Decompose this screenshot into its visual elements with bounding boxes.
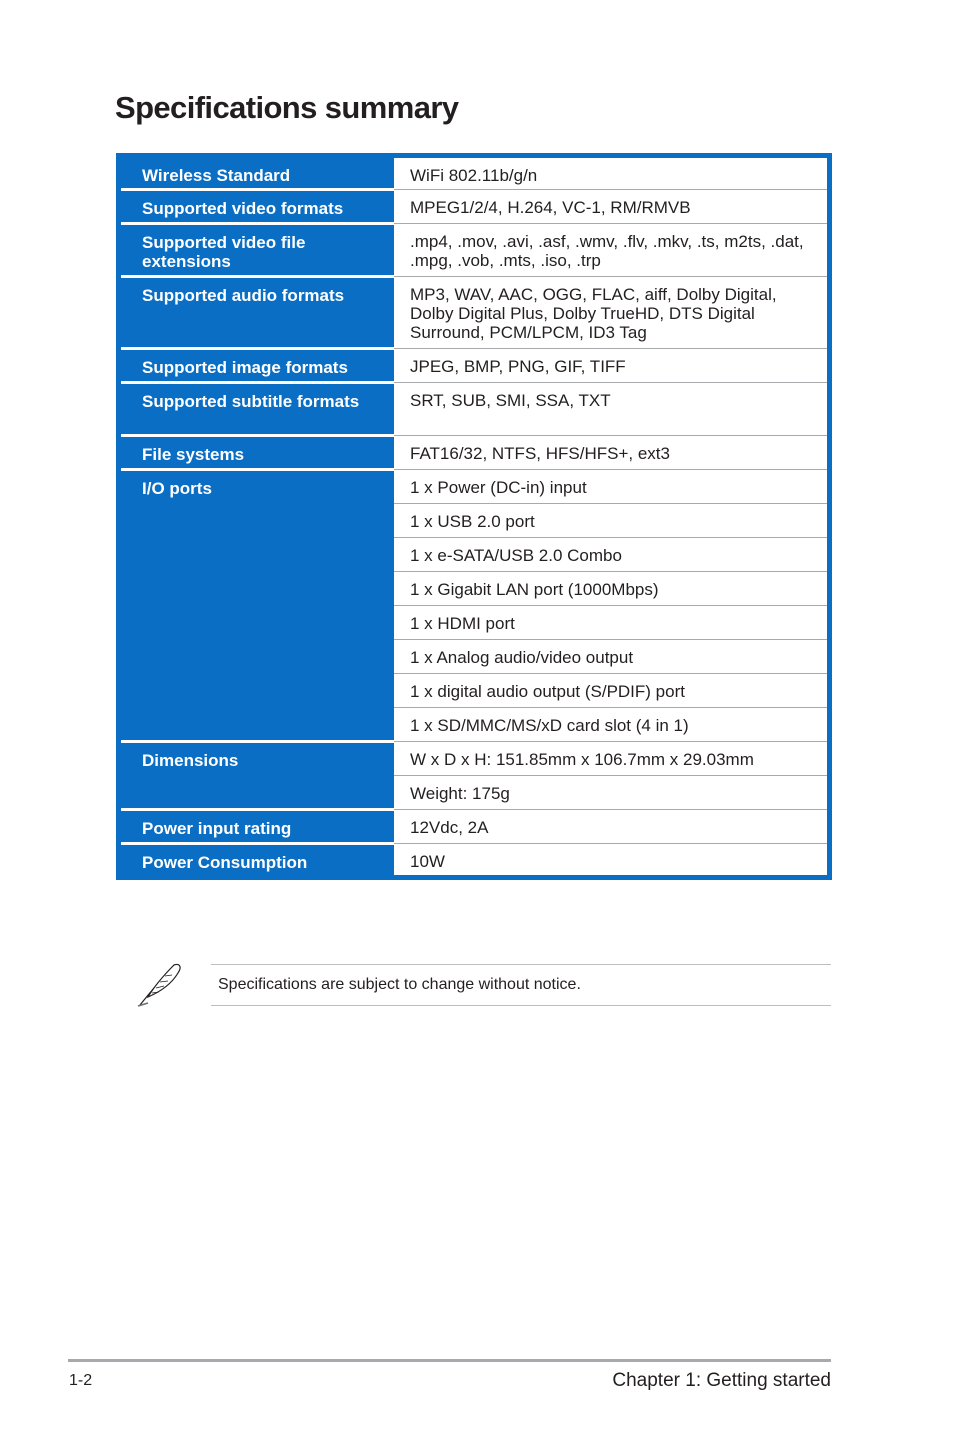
spec-row [119,436,830,470]
spec-row [119,277,830,349]
spec-row [119,224,830,277]
note-box [211,964,831,1006]
spec-value: .mp4, .mov, .avi, .asf, .wmv, .flv, .mkv, .ts, m2ts, .dat, .mpg, .vob, .mts, .iso, .trp [394,224,830,277]
feather-note-icon [134,957,186,1009]
spec-label: Dimensions [119,742,395,810]
spec-row [119,810,830,844]
spec-label: Supported audio formats [119,277,395,349]
spec-value: 10W [394,844,830,878]
spec-value: 1 x SD/MMC/MS/xD card slot (4 in 1) [394,708,830,742]
spec-row [119,742,830,776]
footer-divider [68,1359,831,1362]
spec-label: File systems [119,436,395,470]
spec-row [119,470,830,504]
spec-value: SRT, SUB, SMI, SSA, TXT [394,383,830,436]
spec-value: MP3, WAV, AAC, OGG, FLAC, aiff, Dolby Digital, Dolby Digital Plus, Dolby TrueHD, DTS Digital Surround, PCM/LPCM, ID3 Tag [394,277,830,349]
spec-label: Power Consumption [119,844,395,878]
spec-row [119,383,830,436]
spec-value: WiFi 802.11b/g/n [394,156,830,190]
spec-label: Wireless Standard [119,156,395,190]
spec-row [119,156,830,190]
spec-row [119,190,830,224]
spec-label: Supported subtitle formats [119,383,395,436]
spec-value: JPEG, BMP, PNG, GIF, TIFF [394,349,830,383]
spec-value: Weight: 175g [394,776,830,810]
spec-value: W x D x H: 151.85mm x 106.7mm x 29.03mm [394,742,830,776]
spec-value: 1 x Gigabit LAN port (1000Mbps) [394,572,830,606]
spec-label: Power input rating [119,810,395,844]
specifications-table [116,153,832,880]
spec-value: MPEG1/2/4, H.264, VC-1, RM/RMVB [394,190,830,224]
spec-value: 1 x HDMI port [394,606,830,640]
note-text: Specifications are subject to change without notice. [218,976,581,993]
spec-row [119,349,830,383]
spec-value: 1 x digital audio output (S/PDIF) port [394,674,830,708]
spec-value: 1 x e-SATA/USB 2.0 Combo [394,538,830,572]
spec-label: Supported video formats [119,190,395,224]
spec-label: I/O ports [119,470,395,742]
chapter-title: Chapter 1: Getting started [612,1370,831,1391]
spec-value: 1 x Power (DC-in) input [394,470,830,504]
spec-label: Supported video file extensions [119,224,395,277]
spec-value: 1 x USB 2.0 port [394,504,830,538]
spec-value: FAT16/32, NTFS, HFS/HFS+, ext3 [394,436,830,470]
spec-value: 1 x Analog audio/video output [394,640,830,674]
spec-value: 12Vdc, 2A [394,810,830,844]
spec-label: Supported image formats [119,349,395,383]
page-number: 1-2 [69,1372,93,1389]
spec-row [119,844,830,878]
page-title: Specifications summary [115,90,459,125]
